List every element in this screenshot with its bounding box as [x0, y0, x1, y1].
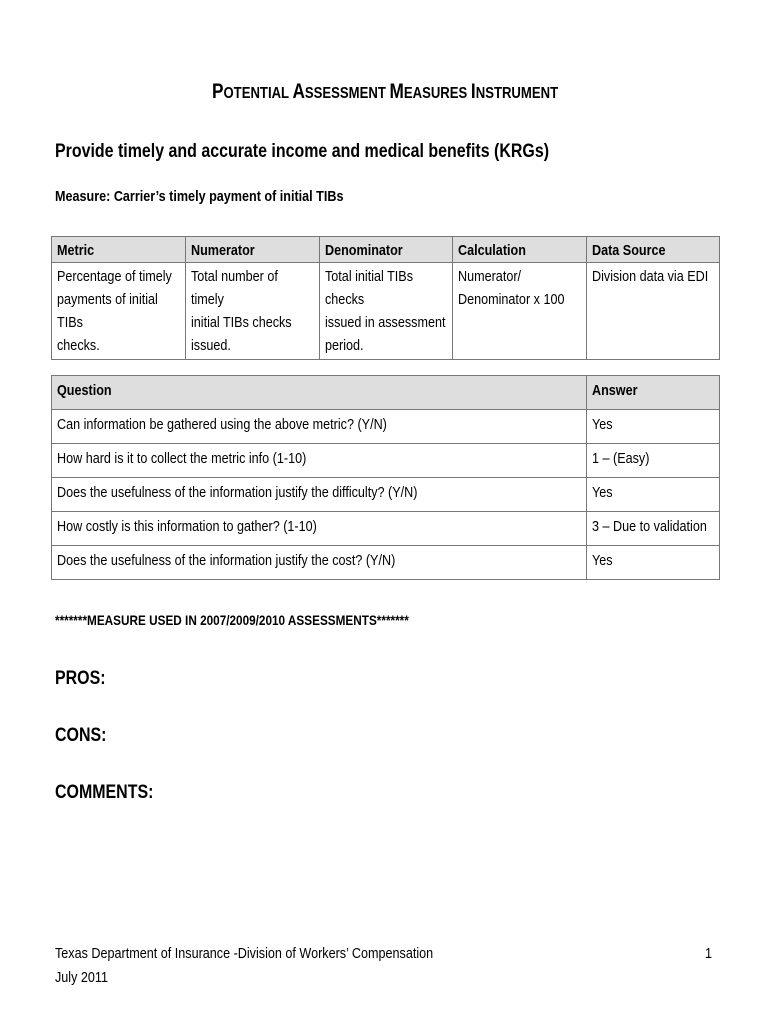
title-part: M: [389, 80, 404, 103]
header-metric: Metric: [52, 237, 186, 263]
question-answer-table: [51, 375, 720, 580]
qa-header-row: [52, 376, 720, 410]
answer-cell: Yes: [587, 410, 720, 444]
header-calculation: Calculation: [453, 237, 587, 263]
table-row: [52, 512, 720, 546]
measure-used-note: [55, 612, 476, 628]
answer-cell: Yes: [587, 478, 720, 512]
title-part: NSTRUMENT: [475, 85, 559, 102]
cell-numerator: Total number of timely initial TIBs checks issued.: [185, 263, 319, 360]
title-part: EASURES: [403, 85, 471, 102]
title-part: A: [292, 80, 305, 103]
answer-cell: 3 – Due to validation: [587, 512, 720, 546]
page-number: [705, 945, 713, 962]
question-cell: How costly is this information to gather? (1-10): [52, 512, 587, 546]
answer-cell: Yes: [587, 546, 720, 580]
comments-heading: [55, 782, 172, 804]
question-cell: Can information be gathered using the above metric? (Y/N): [52, 410, 587, 444]
title-part: I: [470, 80, 476, 103]
measure-text: Measure: Carrier’s timely payment of initial TIBs: [55, 188, 344, 205]
metric-table-header-row: [52, 237, 720, 263]
page-number-text: 1: [705, 945, 713, 962]
table-row: [52, 546, 720, 580]
cons-text: CONS:: [55, 725, 107, 746]
section-heading: [55, 141, 643, 163]
question-cell: Does the usefulness of the information justify the cost? (Y/N): [52, 546, 587, 580]
footer-date-text: July 2011: [55, 969, 109, 986]
header-data-source: Data Source: [587, 237, 720, 263]
question-cell: Does the usefulness of the information justify the difficulty? (Y/N): [52, 478, 587, 512]
footer-date: [55, 969, 118, 986]
table-row: [52, 410, 720, 444]
metric-table-row: [52, 263, 720, 360]
table-row: [52, 478, 720, 512]
cell-calculation: Numerator/ Denominator x 100: [453, 263, 587, 360]
question-cell: How hard is it to collect the metric info (1-10): [52, 444, 587, 478]
footer-organization: [55, 945, 505, 962]
document-title: [0, 80, 770, 104]
cell-metric: Percentage of timely payments of initial TIBs checks.: [52, 263, 186, 360]
measure-used-text: *******MEASURE USED IN 2007/2009/2010 ASSESSMENTS*******: [55, 612, 409, 628]
pros-heading: [55, 668, 115, 690]
cons-heading: [55, 725, 116, 747]
footer-organization-text: Texas Department of Insurance -Division of Workers’ Compensation: [55, 945, 434, 962]
answer-cell: 1 – (Easy): [587, 444, 720, 478]
cell-data-source: Division data via EDI: [587, 263, 720, 360]
header-question: Question: [52, 376, 587, 410]
section-heading-text: Provide timely and accurate income and medical benefits (KRGs): [55, 141, 550, 162]
title-part: P: [211, 80, 224, 103]
pros-text: PROS:: [55, 668, 106, 689]
header-denominator: Denominator: [319, 237, 453, 263]
metric-table: [51, 236, 720, 360]
table-row: [52, 444, 720, 478]
measure-label: [55, 188, 398, 205]
title-part: SSESSMENT: [304, 85, 390, 102]
header-answer: Answer: [587, 376, 720, 410]
comments-text: COMMENTS:: [55, 782, 154, 803]
title-part: OTENTIAL: [223, 85, 293, 102]
header-numerator: Numerator: [185, 237, 319, 263]
cell-denominator: Total initial TIBs checks issued in assessment period.: [319, 263, 453, 360]
